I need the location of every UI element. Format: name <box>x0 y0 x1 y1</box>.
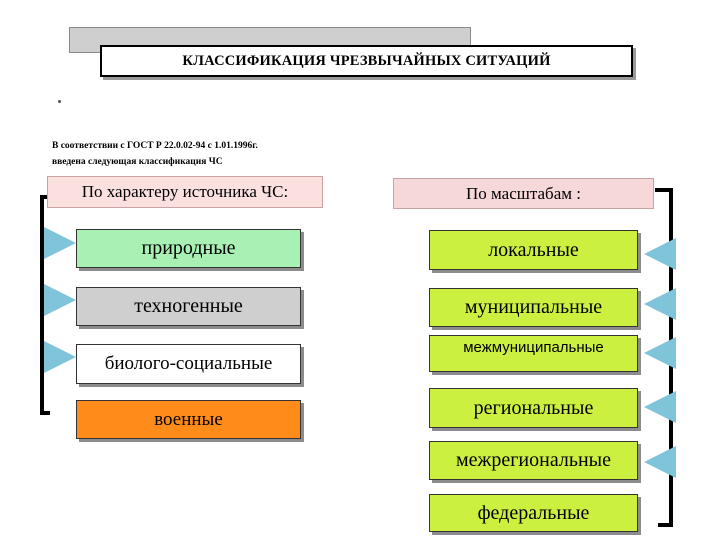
gost-note <box>52 138 392 170</box>
item-lokalnye: локальные <box>429 230 638 270</box>
item-prirodnye: природные <box>76 229 301 268</box>
gost-note-line-1: В соответствии с ГОСТ Р 22.0.02-94 с 1.01.1996г. <box>52 141 258 151</box>
item-mezhregionalnye: межрегиональные <box>429 441 638 480</box>
left-bracket <box>42 197 52 413</box>
gost-note-line-2: введена следующая классификация ЧС <box>52 157 223 167</box>
page-title: КЛАССИФИКАЦИЯ ЧРЕЗВЫЧАЙНЫХ СИТУАЦИЙ <box>100 45 633 77</box>
scale-header: По масштабам : <box>393 178 654 209</box>
bullet-dot <box>58 100 61 103</box>
source-type-header: По характеру источника ЧС: <box>47 176 323 208</box>
right-bracket <box>655 190 671 525</box>
item-regionalnye: региональные <box>429 388 638 428</box>
item-biologo-socialnye: биолого-социальные <box>76 344 301 384</box>
left-arrows <box>44 243 72 357</box>
item-tekhnogennye: техногенные <box>76 287 301 326</box>
item-mezhmunicipalnye: межмуниципальные <box>429 335 638 372</box>
right-arrows <box>648 254 670 462</box>
item-municipalnye: муниципальные <box>429 288 638 327</box>
item-voennye: военные <box>76 400 301 439</box>
item-federalnye: федеральные <box>429 494 638 532</box>
